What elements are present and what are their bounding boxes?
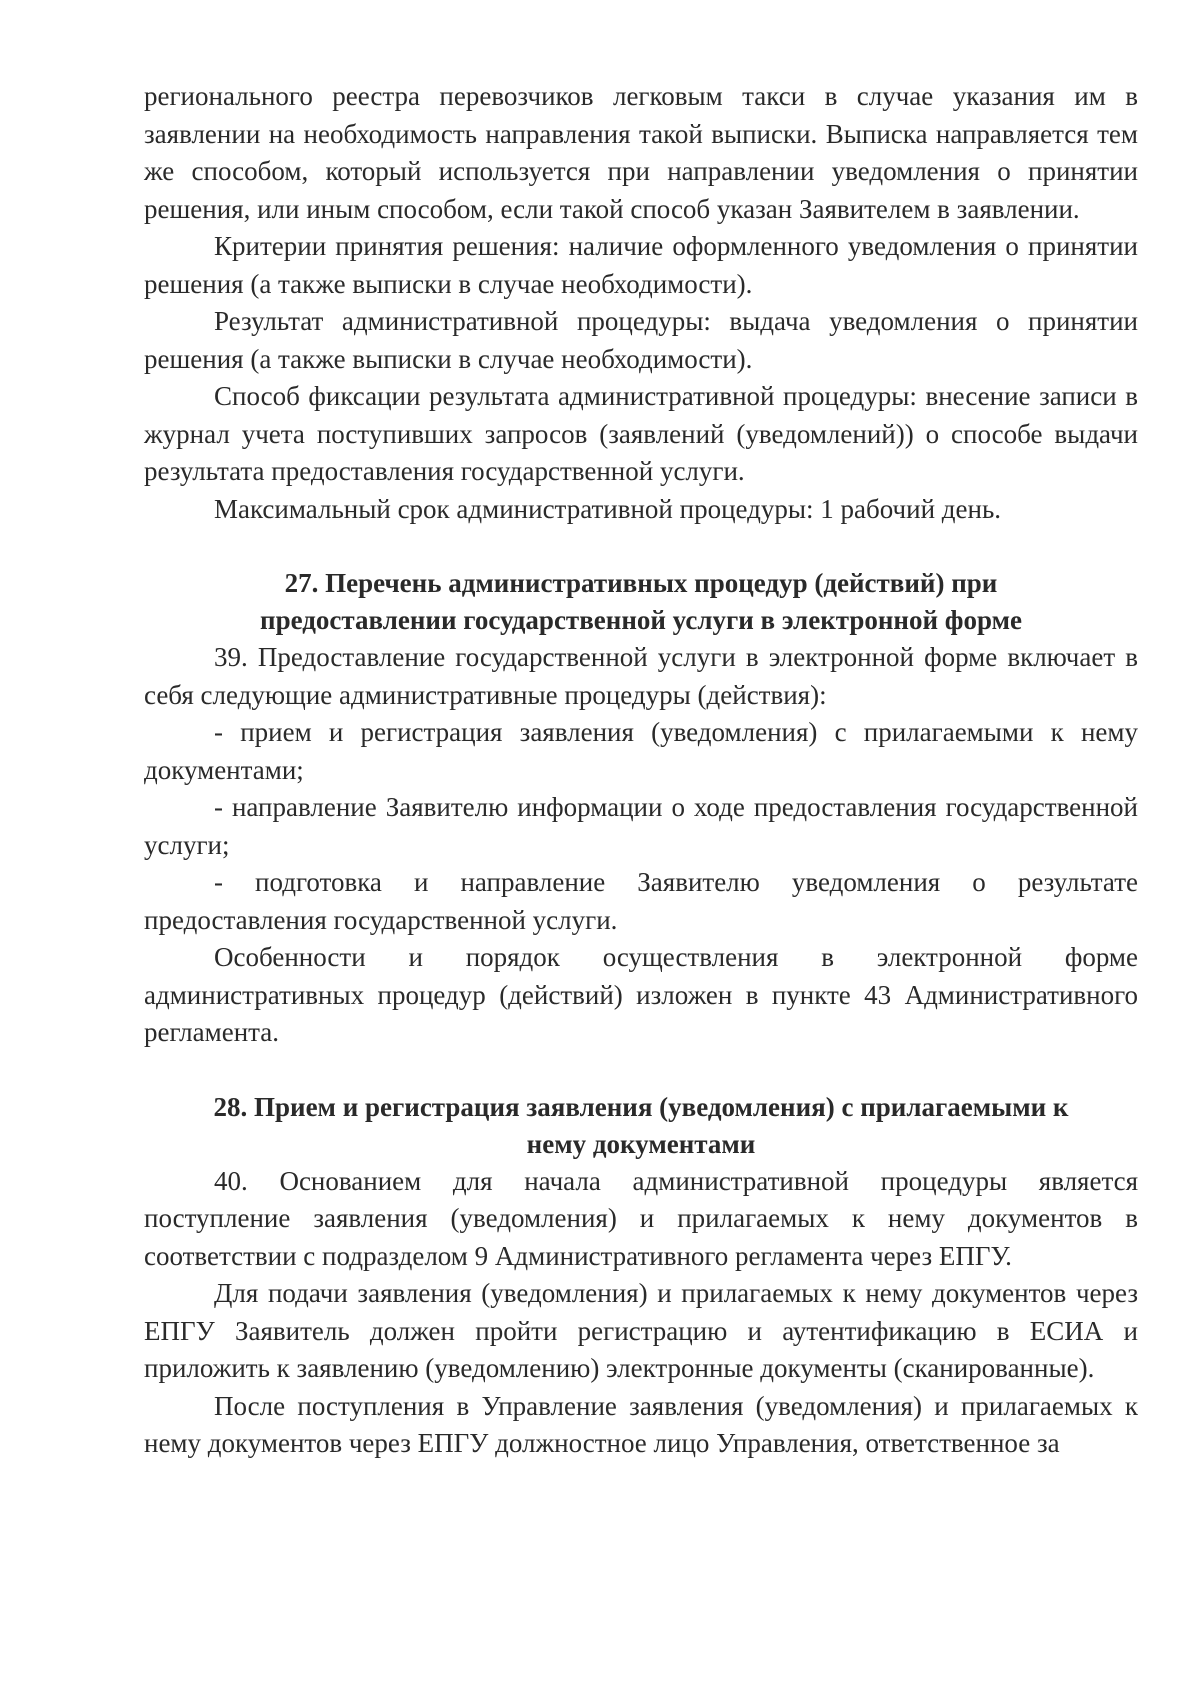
list-item-progress-info: - направление Заявителю информации о ходе предоставления государственной услуги; xyxy=(144,792,1138,860)
paragraph-result-recording: Способ фиксации результата административной процедуры: внесение записи в журнал учета поступивших запросов (заявлений (уведомлений)) о способе выдачи результата предоставления государственной услуги. xyxy=(144,381,1138,486)
section-28-heading-line1: 28. Прием и регистрация заявления (уведомления) с прилагаемыми к xyxy=(213,1091,1069,1122)
paragraph-max-duration: Максимальный срок административной процедуры: 1 рабочий день. xyxy=(214,493,1002,524)
section-28-heading xyxy=(144,1089,1138,1163)
paragraph-40: 40. Основанием для начала административной процедуры является поступление заявления (уведомления) и прилагаемых к нему документов в соответствии с подразделом 9 Административного регламента через ЕПГУ. xyxy=(144,1165,1138,1271)
paragraph-features: Особенности и порядок осуществления в электронной форме административных процедур (действий) изложен в пункте 43 Административного регламента. xyxy=(144,942,1138,1047)
paragraph-procedure-result: Результат административной процедуры: выдача уведомления о принятии решения (а также выписки в случае необходимости). xyxy=(144,306,1138,374)
paragraph-submission: Для подачи заявления (уведомления) и прилагаемых к нему документов через ЕПГУ Заявитель должен пройти регистрацию и аутентификацию в ЕСИА и приложить к заявлению (уведомлению) электронные документы (сканированные). xyxy=(144,1278,1138,1383)
paragraph-registry-extract: регионального реестра перевозчиков легковым такси в случае указания им в заявлении на необходимость направления такой выписки. Выписка направляется тем же способом, который используется при направлении уведомления о принятии решения, или иным способом, если такой способ указан Заявителем в заявлении. xyxy=(144,81,1138,224)
paragraph-after-receipt: После поступления в Управление заявления (уведомления) и прилагаемых к нему документов через ЕПГУ должностное лицо Управления, ответственное за xyxy=(144,1390,1138,1458)
document-page xyxy=(144,78,1138,1463)
list-item-result-notice: - подготовка и направление Заявителю уведомления о результате предоставления государственной услуги. xyxy=(144,867,1138,935)
section-27-heading xyxy=(144,565,1138,639)
paragraph-39: 39. Предоставление государственной услуги в электронной форме включает в себя следующие административные процедуры (действия): xyxy=(144,642,1138,710)
section-27-heading-line2: предоставлении государственной услуги в электронной форме xyxy=(260,605,1022,635)
list-item-reception: - прием и регистрация заявления (уведомления) с прилагаемыми к нему документами; xyxy=(144,717,1138,785)
section-27-heading-line1: 27. Перечень административных процедур (действий) при xyxy=(284,568,998,598)
section-28-heading-line2: нему документами xyxy=(526,1128,756,1159)
paragraph-decision-criteria: Критерии принятия решения: наличие оформленного уведомления о принятии решения (а также выписки в случае необходимости). xyxy=(144,231,1138,299)
